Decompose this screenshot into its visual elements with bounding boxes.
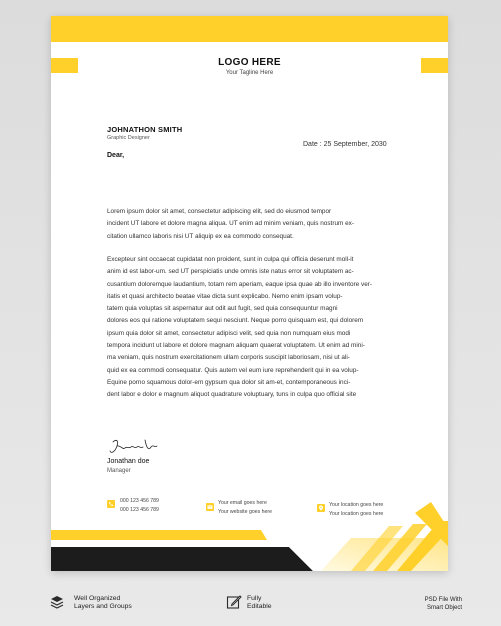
yellow-stripe — [51, 530, 267, 540]
body-line: itatis et quasi architecto beatae vitae dicta sunt explicabo. Nemo enim ipsam volup- — [107, 292, 343, 300]
footer-line: Well Organized — [74, 595, 121, 602]
phone-number: 000 123 456 789 — [120, 498, 159, 504]
bottom-decoration — [51, 16, 448, 571]
sender-role: Graphic Designer — [107, 135, 150, 141]
footer-feature-layers — [74, 595, 132, 611]
footer-line: Editable — [247, 603, 272, 610]
location-text: Your location goes here — [329, 502, 384, 508]
body-line: incident UT labore et dolore magna aliqua. UT enim ad minim veniam, quis nostrum ex- — [107, 220, 354, 228]
body-line: Excepteur sint occaecat cupidatat non proident, sunt in culpa qui officia deserunt moll-it — [107, 256, 354, 263]
website-text: Your website goes here — [218, 509, 273, 515]
body-line: Lorem ipsum dolor sit amet, consectetur adipiscing elit, sed do eiusmod tempor — [107, 208, 332, 215]
signer-name: Jonathan doe — [107, 458, 150, 465]
footer-line: Fully — [247, 595, 262, 602]
body-line: Equine porno squamous dolor-em gypsum qua dolor sit am-et, contemporaneous inci- — [107, 379, 351, 386]
footer-line: Smart Object — [426, 604, 462, 611]
salutation: Dear, — [107, 152, 125, 159]
phone-number: 000 123 456 789 — [120, 507, 159, 513]
letter-date: Date : 25 September, 2030 — [303, 141, 387, 148]
body-line: tatem quia voluptas sit aspernatur aut odit aut fugit, sed quia consequuntur magni — [107, 305, 338, 313]
body-line: dent labor e dolor e magnum aliquot quadrature voluptuary, tuns in culpa quo official site — [107, 391, 357, 399]
footer-feature-psd — [418, 597, 462, 612]
body-line: ma veniam, quis nostrum exercitationem ullam corporis suscipit laboriosam, nisi ut ali- — [107, 354, 350, 362]
letterhead-page — [51, 16, 448, 571]
location-text: Your location goes here — [329, 511, 384, 517]
footer-line: PSD File With — [424, 597, 462, 603]
logo-text: LOGO HERE — [218, 57, 281, 68]
body-line: ipsum quia dolor sit amet, consectetur adipisci velit, sed quia non numquam eius modi — [107, 329, 351, 337]
email-text: Your email goes here — [218, 500, 267, 506]
body-line: dolores eos qui ratione voluptatem sequi nesciunt. Neque porro quisquam est, qui dolorem — [107, 317, 364, 325]
edit-icon — [226, 594, 242, 610]
signer-role: Manager — [107, 468, 131, 474]
body-line: tempora incidunt ut labore et dolore magnam aliquam quaerat voluptatem. Ut enim ad mini- — [107, 342, 365, 350]
footer-feature-editable — [247, 595, 272, 611]
body-line: cusantium doloremque laudantium, totam rem aperiam, eaque ipsa quae ab illo inventore ver- — [107, 280, 373, 288]
tagline: Your Tagline Here — [225, 70, 274, 76]
layers-icon — [50, 595, 64, 609]
footer-line: Layers and Groups — [74, 603, 132, 610]
body-line: quid ex ea commodi consequatur. Quis autem vel eum iure reprehenderit qui in ea volup- — [107, 366, 359, 374]
body-line: anim id est labor-um. sed UT perspiciatis unde omnis iste natus error sit voluptatem ac- — [107, 268, 354, 276]
sender-name: JOHNATHON SMITH — [107, 125, 183, 134]
body-line: citation ullamco laboris nisi UT aliquip ex ea commodo consequat. — [107, 232, 294, 240]
black-band — [51, 547, 313, 571]
